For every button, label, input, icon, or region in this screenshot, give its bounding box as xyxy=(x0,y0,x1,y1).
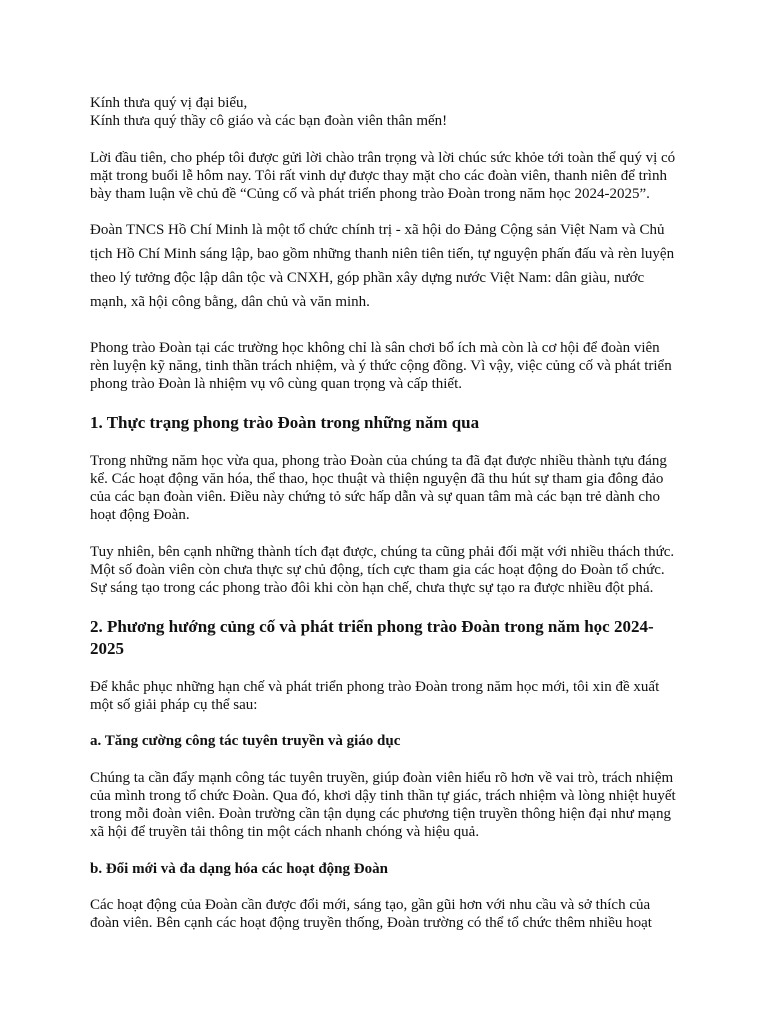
subsection-a-heading: a. Tăng cường công tác tuyên truyền và giáo dục xyxy=(90,733,401,750)
greeting-line-1: Kính thưa quý vị đại biểu, xyxy=(90,95,248,111)
section-1-paragraph-1: Trong những năm học vừa qua, phong trào Đoàn của chúng ta đã đạt được nhiều thành tựu đáng kể. Các hoạt động văn hóa, thể thao, học thuật và thiện nguyện đã thu hút sự tham gia đông đảo của các bạn đoàn viên. Điều này chứng tỏ sức hấp dẫn và sự quan tâm mà các bạn trẻ dành cho hoạt động Đoàn. xyxy=(90,452,667,524)
greeting-line-2: Kính thưa quý thầy cô giáo và các bạn đoàn viên thân mến! xyxy=(90,113,448,130)
intro-paragraph: Lời đầu tiên, cho phép tôi được gửi lời chào trân trọng và lời chúc sức khỏe tới toàn thể quý vị có mặt trong buổi lễ hôm nay. Tôi rất vinh dự được thay mặt cho các đoàn viên, thanh niên để trình bày tham luận về chủ đề “Củng cố và phát triển phong trào Đoàn trong năm học 2024-2025”. xyxy=(90,149,676,203)
subsection-a-paragraph: Chúng ta cần đẩy mạnh công tác tuyên truyền, giúp đoàn viên hiểu rõ hơn về vai trò, trách nhiệm của mình trong tổ chức Đoàn. Qua đó, khơi dậy tinh thần tự giác, trách nhiệm và lòng nhiệt huyết trong mỗi đoàn viên. Đoàn trường cần tận dụng các phương tiện truyền thông hiện đại như mạng xã hội để truyền tải thông tin một cách nhanh chóng và hiệu quả. xyxy=(90,769,676,841)
section-1-paragraph-2: Tuy nhiên, bên cạnh những thành tích đạt được, chúng ta cũng phải đối mặt với nhiều thách thức. Một số đoàn viên còn chưa thực sự chủ động, tích cực tham gia các hoạt động do Đoàn tổ chức. Sự sáng tạo trong các phong trào đôi khi còn hạn chế, chưa thực sự tạo ra được nhiều đột phá. xyxy=(90,543,675,597)
importance-paragraph: Phong trào Đoàn tại các trường học không chỉ là sân chơi bổ ích mà còn là cơ hội để đoàn viên rèn luyện kỹ năng, tinh thần trách nhiệm, và ý thức cộng đồng. Vì vậy, việc củng cố và phát triển phong trào Đoàn là nhiệm vụ vô cùng quan trọng và cấp thiết. xyxy=(90,339,672,393)
section-2-heading: 2. Phương hướng củng cố và phát triển phong trào Đoàn trong năm học 2024-2025 xyxy=(90,616,654,658)
subsection-b-heading: b. Đổi mới và đa dạng hóa các hoạt động Đoàn xyxy=(90,860,388,877)
subsection-b-paragraph: Các hoạt động của Đoàn cần được đổi mới, sáng tạo, gần gũi hơn với nhu cầu và sở thích của đoàn viên. Bên cạnh các hoạt động truyền thống, Đoàn trường có thể tổ chức thêm nhiều hoạt xyxy=(90,897,652,932)
section-1-heading: 1. Thực trạng phong trào Đoàn trong những năm qua xyxy=(90,412,480,432)
about-paragraph: Đoàn TNCS Hồ Chí Minh là một tổ chức chính trị - xã hội do Đảng Cộng sản Việt Nam và Chủ tịch Hồ Chí Minh sáng lập, bao gồm những thanh niên tiên tiến, tự nguyện phấn đấu và rèn luyện theo lý tưởng độc lập dân tộc và CNXH, góp phần xây dựng nước Việt Nam: dân giàu, nước mạnh, xã hội công bằng, dân chủ và văn minh. xyxy=(90,222,675,310)
section-2-intro: Để khắc phục những hạn chế và phát triển phong trào Đoàn trong năm học mới, tôi xin đề xuất một số giải pháp cụ thể sau: xyxy=(90,678,660,713)
